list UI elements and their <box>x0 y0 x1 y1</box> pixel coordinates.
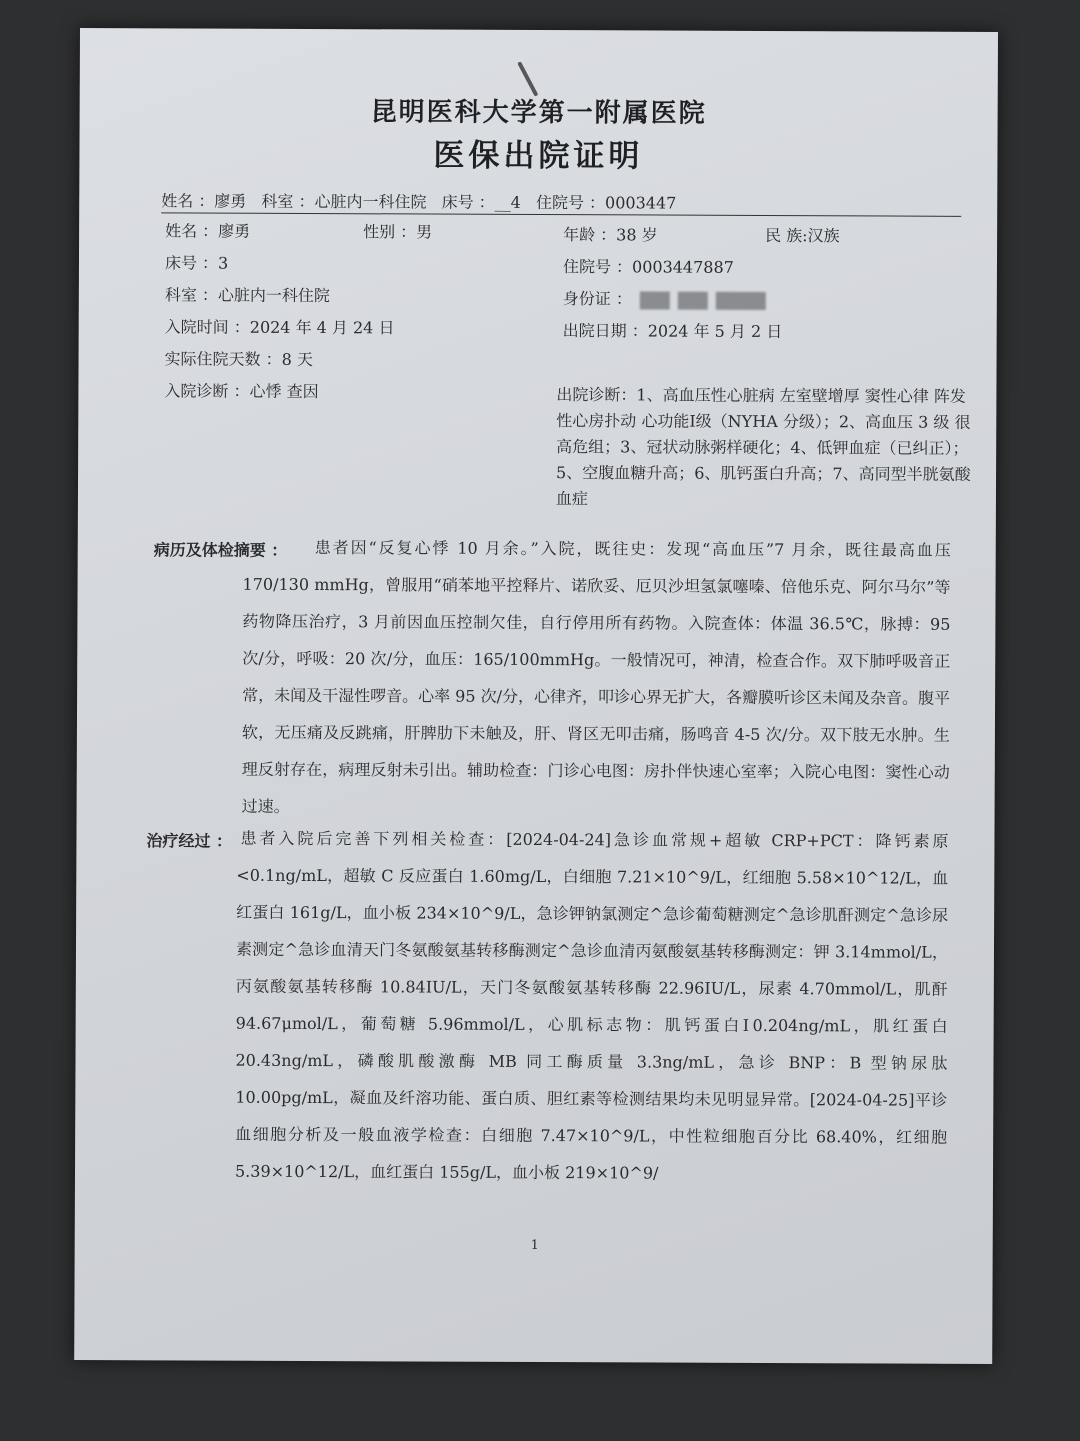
field-age: 年龄 ：38 岁 <box>563 225 658 245</box>
header-name: 姓名 ：廖勇 <box>161 191 247 211</box>
field-admit-date: 入院时间 ：2024 年 4 月 24 日 <box>164 317 395 338</box>
field-name: 姓名 ：廖勇 <box>165 221 251 241</box>
id-card-label: 身份证 ： <box>562 289 632 309</box>
document-title: 医保出院证明 <box>433 137 644 175</box>
field-ethnicity: 民 族:汉族 <box>765 225 840 246</box>
field-admission-no: 住院号 ：0003447887 <box>562 257 734 277</box>
field-gender: 性别 ：男 <box>363 222 433 242</box>
history-label: 病历及体检摘要 ： <box>153 540 288 560</box>
discharge-certificate-paper <box>74 28 998 1364</box>
header-admission-no: 住院号 ：0003447 <box>535 192 677 213</box>
field-discharge-date: 出院日期 ：2024 年 5 月 2 日 <box>562 321 783 342</box>
field-id-card <box>563 286 766 310</box>
header-dept: 科室 ：心脏内一科住院 <box>261 191 427 212</box>
treatment-label: 治疗经过 ： <box>146 831 233 851</box>
redaction-block <box>678 291 708 309</box>
header-line <box>161 188 961 214</box>
history-text: 患者因“反复心悸 10 月余。”入院，既往史：发现“高血压”7 月余，既往最高血压 170/130 mmHg，曾服用“硝苯地平控释片、诺欣妥、厄贝沙坦氢氯噻嗪、倍他乐克、阿尔马尔”等药物降压治疗，3 月前因血压控制欠佳，自行停用所有药物。入院查体：体温 36.5℃，脉搏：95 次/分，呼吸：20 次/分，血压：165/100mmHg。一般情况可，神清，检查合作。双下肺呼吸音正常，未闻及干湿性啰音。心率 95 次/分，心律齐，叩诊心界无扩大，各瓣膜听诊区未闻及杂音。腹平软，无压痛及反跳痛，肝脾肋下未触及，肝、肾区无叩击痛，肠鸣音 4-5 次/分。双下肢无水肿。生理反射存在，病理反射未引出。辅助检查：门诊心电图：房扑伴快速心室率；入院心电图：窦性心动过速。 <box>241 538 951 816</box>
redaction-block <box>716 291 766 309</box>
hospital-name: 昆明医科大学第一附属医院 <box>370 97 707 129</box>
field-stay-days: 实际住院天数 ：8 天 <box>164 349 313 370</box>
page-number: 1 <box>530 1237 540 1254</box>
field-dept: 科室 ：心脏内一科住院 <box>164 285 330 306</box>
redaction-block <box>640 291 670 309</box>
field-bed: 床号 ：3 <box>164 253 229 273</box>
treatment-text: 患者入院后完善下列相关检查：[2024-04-24]急诊血常规+超敏 CRP+PCT：降钙素原 <0.1ng/mL，超敏 C 反应蛋白 1.60mg/L，白细胞 7.21×10^9/L，红细胞 5.58×10^12/L，血红蛋白 161g/L，血小板 234×10^9/L，急诊钾钠氯测定^急诊葡萄糖测定^急诊肌酐测定^急诊尿素测定^急诊血清天门冬氨酸氨基转移酶测定^急诊血清丙氨酸氨基转移酶测定：钾 3.14mmol/L，丙氨酸氨基转移酶 10.84IU/L，天门冬氨酸氨基转移酶 22.96IU/L，尿素 4.70mmol/L，肌酐 94.67μmol/L，葡萄糖 5.96mmol/L，心肌标志物：肌钙蛋白Ⅰ0.204ng/mL，肌红蛋白 20.43ng/mL，磷酸肌酸激酶 MB 同工酶质量 3.3ng/mL，急诊 BNP：B 型钠尿肽 10.00pg/mL，凝血及纤溶功能、蛋白质、胆红素等检测结果均未见明显异常。[2024-04-25]平诊血细胞分析及一般血液学检查：白细胞 7.47×10^9/L，中性粒细胞百分比 68.40%，红细胞 5.39×10^12/L，血红蛋白 155g/L，血小板 219×10^9/ <box>234 828 949 1183</box>
header-bed: 床号 ：__4 <box>441 192 521 212</box>
field-admit-diagnosis: 入院诊断 ：心悸 查因 <box>164 381 319 402</box>
discharge-diagnosis: 出院诊断：1、高血压性心脏病 左室壁增厚 窦性心律 阵发性心房扑动 心功能Ⅰ级（NYHA 分级）；2、高血压 3 级 很高危组；3、冠状动脉粥样硬化；4、低钾血症（已纠正）；5、空腹血糖升高；6、肌钙蛋白升高；7、高同型半胱氨酸血症 <box>555 385 971 509</box>
